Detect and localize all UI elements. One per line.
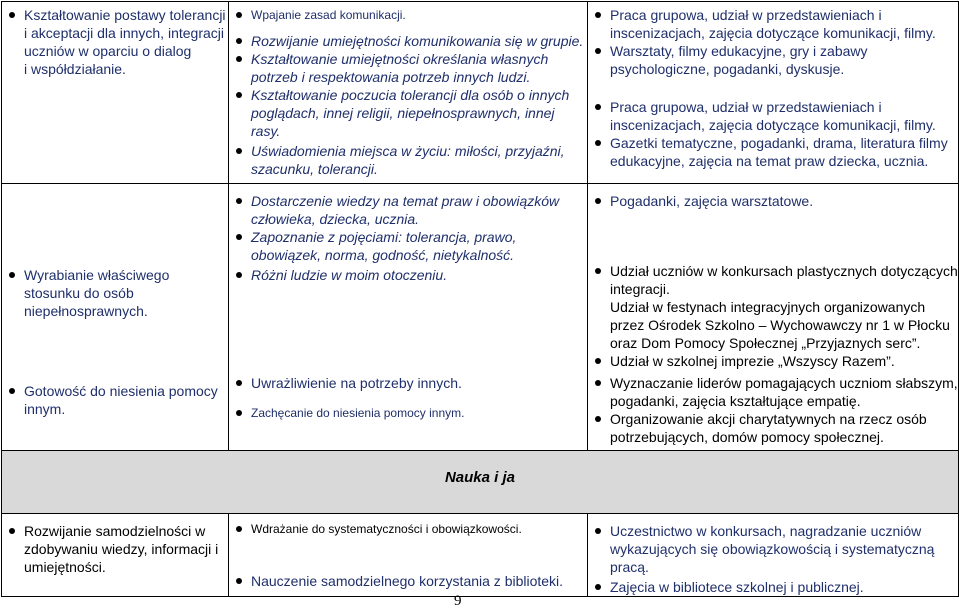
bullet-icon [236,526,242,532]
list-item: Wdrażanie do systematyczności i obowiązkowości. [229,520,587,538]
bullet-icon [236,198,242,204]
tasks-cell [229,2,588,184]
table-row [2,514,959,597]
list-item: Warsztaty, filmy edukacyjne, gry i zabawy psychologiczne, pogadanki, dyskusje. [588,42,958,78]
list-item: Nauczenie samodzielnego korzystania z biblioteki. [229,572,587,590]
bullet-icon [595,584,601,590]
list-item: Zachęcanie do niesienia pomocy innym. [229,404,587,422]
list-item: Kształtowanie umiejętności określania własnych potrzeb i respektowania potrzeb innych ludzi. [229,50,587,86]
table-row [2,184,959,451]
list-item: Praca grupowa, udział w przedstawieniach i inscenizacjach, zajęcia dotyczące komunikacji, filmy. [588,98,958,134]
festival-text: Udział w festynach integracyjnych organizowanych przez Ośrodek Szkolno – Wychowawczy nr 1 w Płocku oraz Dom Pomocy Społecznej „Przyjaznych serc”. [610,299,950,351]
bullet-icon [236,92,242,98]
bullet-icon [236,410,242,416]
list-item: Rozwijanie umiejętności komunikowania się w grupie. [229,32,587,50]
goal-cell [2,2,229,184]
bullet-icon [236,38,242,44]
methods-cell [588,514,959,597]
bullet-icon [595,268,601,274]
bullet-icon [595,416,601,422]
list-item: Rozwijanie samodzielności w zdobywaniu wiedzy, informacji i umiejętności. [2,522,228,576]
bullet-icon [595,12,601,18]
list-item: Uświadomienia miejsca w życiu: miłości, przyjaźni, szacunku, tolerancji. [229,142,587,178]
list-item: Gazetki tematyczne, pogadanki, drama, literatura filmy edukacyjne, zajęcia na temat praw dziecka, ucznia. [588,134,958,170]
list-item: Organizowanie akcji charytatywnych na rzecz osób potrzebujących, domów pomocy społecznej. [588,410,958,446]
table-row [2,2,959,184]
program-table [1,1,959,597]
bullet-icon [9,388,15,394]
list-item: Pogadanki, zajęcia warsztatowe. [588,192,958,210]
bullet-icon [236,234,242,240]
list-item: Gotowość do niesienia pomocy innym. [2,382,228,418]
bullet-icon [9,272,15,278]
bullet-icon [9,12,15,18]
bullet-icon [595,358,601,364]
bullet-icon [236,148,242,154]
list-item: Wyznaczanie liderów pomagających uczniom słabszym, pogadanki, zajęcia kształtujące empatię. [588,374,958,410]
methods-cell [588,184,959,451]
methods-cell [588,2,959,184]
tasks-cell [229,514,588,597]
bullet-icon [236,56,242,62]
bullet-icon [9,528,15,534]
bullet-icon [236,12,242,18]
list-item: Praca grupowa, udział w przedstawieniach i inscenizacjach, zajęcia dotyczące komunikacji, filmy. [588,6,958,42]
bullet-icon [595,528,601,534]
section-header-row [2,451,959,514]
list-item: Kształtowanie postawy tolerancji i akceptacji dla innych, integracji uczniów w oparciu o dialog i współdziałanie. [2,6,228,78]
list-item: Kształtowanie poczucia tolerancji dla osób o innych poglądach, innej religii, niepełnosprawnych, innej rasy. [229,86,587,140]
list-item: Zapoznanie z pojęciami: tolerancja, prawo, obowiązek, norma, godność, nietykalność. [229,228,587,264]
page-number: 9 [454,593,462,609]
list-item: Udział w szkolnej imprezie „Wszyscy Razem”. [588,352,958,370]
bullet-icon [595,380,601,386]
list-item: Dostarczenie wiedzy na temat praw i obowiązków człowieka, dziecka, ucznia. [229,192,587,228]
section-title: Nauka i ja [444,469,516,486]
bullet-icon [236,272,242,278]
list-item: Wyrabianie właściwego stosunku do osób niepełnosprawnych. [2,266,228,320]
goal-cell [2,184,229,451]
bullet-icon [595,198,601,204]
goal-cell [2,514,229,597]
bullet-icon [595,104,601,110]
list-item: Różni ludzie w moim otoczeniu. [229,266,587,284]
bullet-icon [595,140,601,146]
bullet-icon [595,48,601,54]
list-item: Uczestnictwo w konkursach, nagradzanie uczniów wykazujących się obowiązkowością i systematyczną pracą. [588,522,958,576]
bullet-icon [236,578,242,584]
list-item: Udział uczniów w konkursach plastycznych dotyczących integracji. [588,262,958,298]
list-item: Uwrażliwienie na potrzeby innych. [229,374,587,392]
tasks-cell [229,184,588,451]
list-item: Zajęcia w bibliotece szkolnej i publicznej. [588,578,958,596]
bullet-icon [236,380,242,386]
section-header-cell [2,451,959,514]
list-item: Wpajanie zasad komunikacji. [229,6,587,24]
